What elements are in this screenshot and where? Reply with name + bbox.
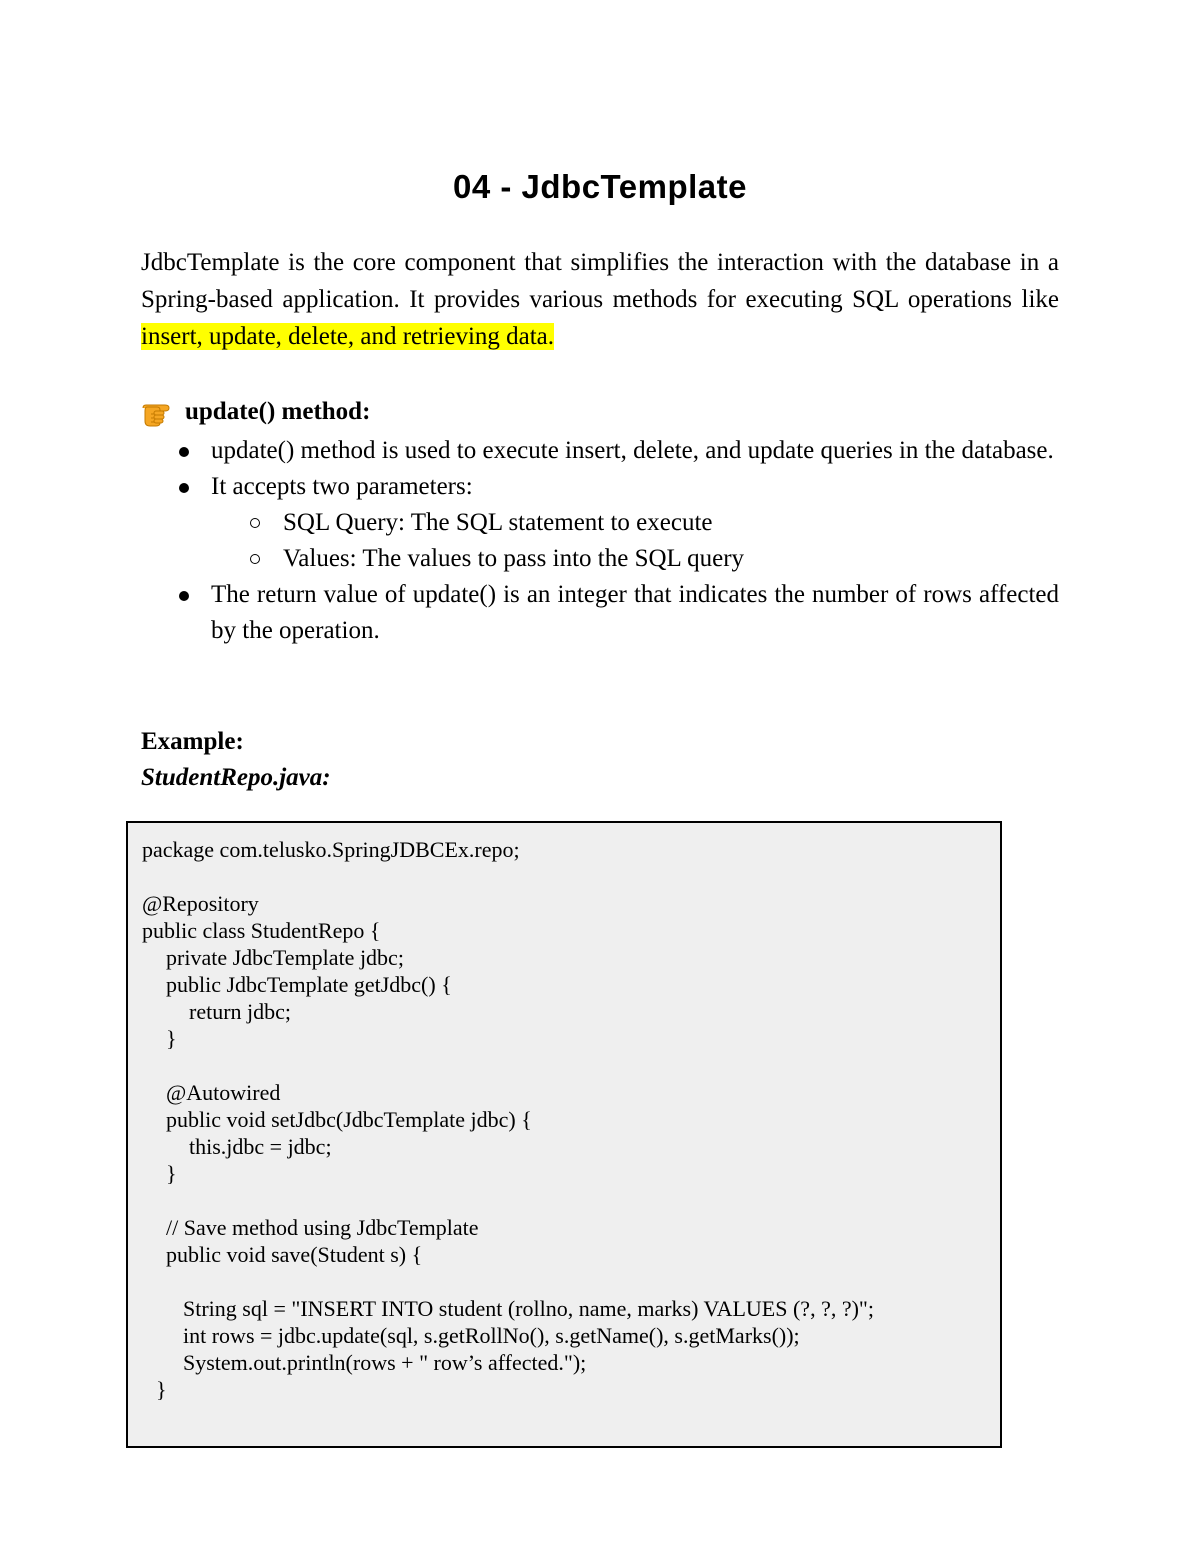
code-line: public void setJdbc(JdbcTemplate jdbc) {: [166, 1107, 532, 1132]
code-line: public class StudentRepo {: [142, 918, 381, 943]
code-line: package com.telusko.SpringJDBCEx.repo;: [142, 837, 520, 862]
bullet-dot-icon: [179, 447, 189, 457]
list-item-text: It accepts two parameters:: [211, 473, 473, 500]
bullet-dot-icon: [179, 591, 189, 601]
code-line: }: [166, 1026, 177, 1051]
bullet-dot-icon: [179, 483, 189, 493]
code-line: String sql = "INSERT INTO student (rollno, name, marks) VALUES (?, ?, ?)";: [183, 1296, 875, 1321]
code-line: int rows = jdbc.update(sql, s.getRollNo(), s.getName(), s.getMarks());: [183, 1323, 800, 1348]
code-block: [126, 821, 1002, 1448]
sub-list-item-text: SQL Query: The SQL statement to execute: [283, 509, 713, 536]
list-item-text: update() method is used to execute insert, delete, and update queries in the database.: [211, 437, 1054, 464]
code-line: }: [166, 1161, 177, 1186]
example-label: Example:: [141, 728, 244, 755]
code-line: @Repository: [142, 891, 259, 916]
intro-paragraph: [141, 244, 1059, 355]
section-heading: [141, 394, 370, 430]
code-comment: // Save method using JdbcTemplate: [166, 1215, 479, 1240]
intro-text: JdbcTemplate is the core component that simplifies the interaction with the database in a Spring-based application. It provides various methods for executing SQL operations like: [141, 249, 1059, 313]
code-line: private JdbcTemplate jdbc;: [166, 945, 404, 970]
intro-highlight: insert, update, delete, and retrieving data.: [141, 323, 555, 350]
code-line: return jdbc;: [189, 999, 292, 1024]
file-name-label: StudentRepo.java:: [141, 764, 331, 791]
code-line: }: [156, 1377, 167, 1402]
code-line: @Autowired: [166, 1080, 281, 1105]
list-item: [141, 433, 1059, 469]
list-item: [141, 577, 1059, 649]
sub-list-item: [141, 541, 1059, 577]
bullet-list: [141, 433, 1059, 649]
page-title: 04 - JdbcTemplate: [453, 168, 747, 205]
list-item: [141, 469, 1059, 505]
sub-list-item-text: Values: The values to pass into the SQL query: [283, 545, 745, 572]
code-line: public JdbcTemplate getJdbc() {: [166, 972, 452, 997]
pointing-hand-icon: [141, 396, 177, 428]
list-item-text: The return value of update() is an integer that indicates the number of rows affected by the operation.: [211, 581, 1059, 644]
bullet-circle-icon: [250, 518, 260, 528]
code-line: this.jdbc = jdbc;: [189, 1134, 332, 1159]
code-line: public void save(Student s) {: [166, 1242, 423, 1267]
bullet-circle-icon: [250, 554, 260, 564]
sub-list-item: [141, 505, 1059, 541]
code-line: System.out.println(rows + " row’s affected.");: [183, 1350, 587, 1375]
section-heading-text: update() method:: [185, 398, 371, 425]
